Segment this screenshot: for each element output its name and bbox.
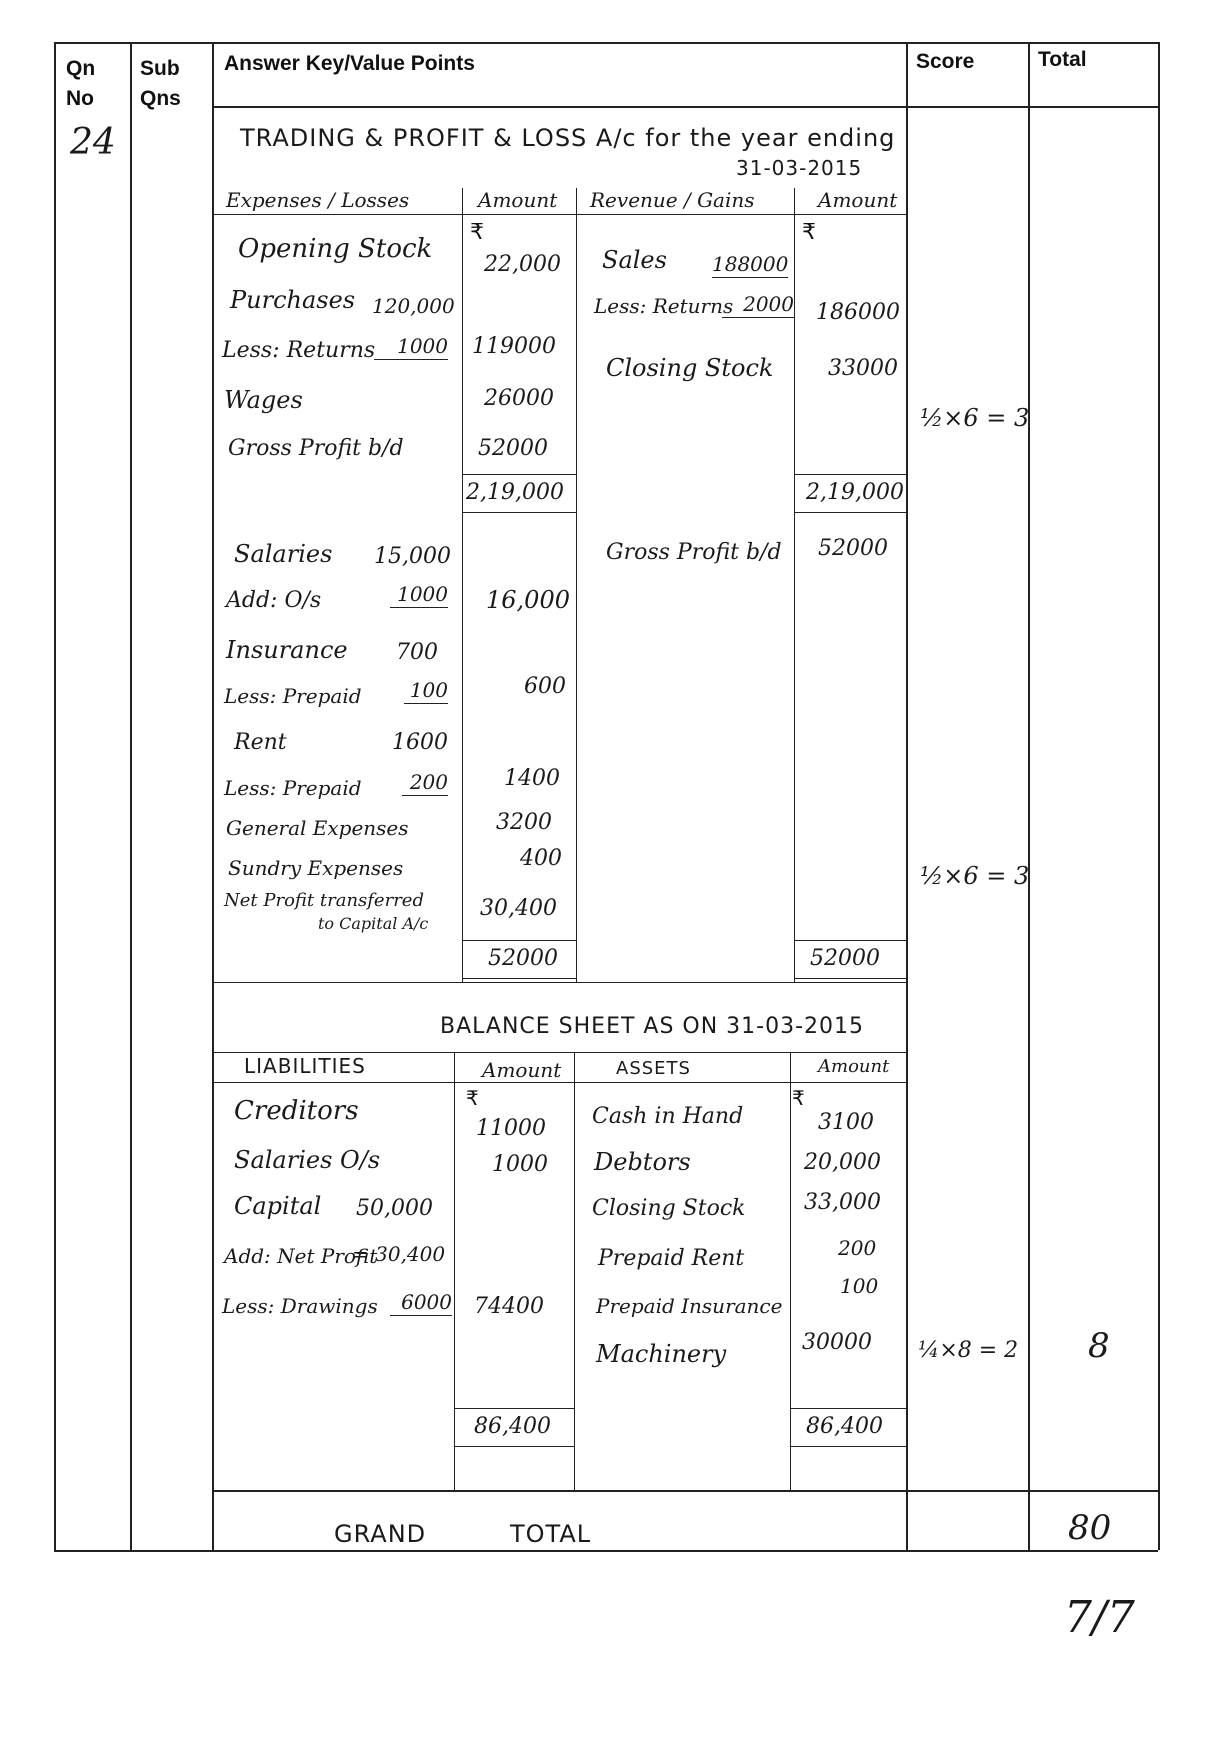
balance-sheet-title: BALANCE SHEET AS ON 31-03-2015 [440,1014,865,1039]
rent-value: 1600 [392,730,448,755]
add-outstanding-label: Add: O/s [226,588,322,613]
sales-label: Sales [602,246,667,274]
gross-profit-amount: 52000 [478,436,548,461]
less-returns-value: 1000 [374,334,448,360]
insurance-net-amount: 600 [524,674,566,699]
pl-total-right: 52000 [810,946,880,971]
trading-date: 31-03-2015 [736,156,863,180]
sales-returns-value: 2000 [722,292,794,318]
gross-profit-bd-amount: 52000 [818,536,888,561]
closing-stock-amount: 33000 [828,356,898,381]
insurance-label: Insurance [226,636,348,664]
pl-total-left: 52000 [488,946,558,971]
qn-no-header: Qn No [66,57,96,110]
col-expenses-losses: Expenses / Losses [226,188,410,212]
debtors-amount: 20,000 [804,1150,881,1175]
sundry-expenses-amount: 400 [520,846,562,871]
bs-rupee-left: ₹ [466,1086,479,1110]
net-profit-label: Net Profit transferred [224,890,424,911]
opening-stock-amount: 22,000 [484,252,561,277]
add-outstanding-value: 1000 [390,582,448,608]
salaries-net-amount: 16,000 [486,586,570,614]
grand-total-value: 80 [1068,1508,1112,1548]
insurance-value: 700 [396,640,438,665]
col-amount-right: Amount [818,188,898,212]
general-expenses-amount: 3200 [496,810,552,835]
score-balance-sheet: ¼×8 = 2 [918,1338,1019,1363]
wages-label: Wages [224,386,303,414]
sub-qns-header: Sub Qns [140,57,181,110]
bs-total-left: 86,400 [474,1414,551,1439]
total-label: TOTAL [510,1520,592,1548]
bs-closing-stock-label: Closing Stock [592,1196,746,1221]
capital-label: Capital [234,1192,322,1220]
purchases-value: 120,000 [372,294,455,318]
grand-label: GRAND [334,1520,427,1548]
rupee-symbol-left: ₹ [470,220,484,245]
salaries-label: Salaries [234,540,333,568]
rent-label: Rent [234,730,287,755]
trading-title: TRADING & PROFIT & LOSS A/c for the year ending [240,124,896,152]
opening-stock-label: Opening Stock [238,234,433,264]
question-total: 8 [1088,1326,1110,1366]
sales-net-amount: 186000 [816,300,900,325]
insurance-less-prepaid-value: 100 [404,678,448,704]
prepaid-insurance-amount: 100 [840,1274,879,1298]
cash-label: Cash in Hand [592,1104,744,1129]
page-number: 7/7 [1064,1592,1135,1643]
sundry-expenses-label: Sundry Expenses [228,856,404,880]
bs-col-amount-right: Amount [818,1056,890,1077]
salaries-os-amount: 1000 [492,1152,548,1177]
sales-returns-label: Less: Returns [594,294,734,318]
net-profit-amount: 30,400 [480,896,557,921]
purchases-net-amount: 119000 [472,334,556,359]
trading-total-right: 2,19,000 [806,480,904,505]
prepaid-rent-amount: 200 [838,1236,877,1260]
prepaid-rent-label: Prepaid Rent [598,1246,745,1271]
col-amount-left: Amount [478,188,558,212]
rent-net-amount: 1400 [504,766,560,791]
question-number: 24 [70,122,116,163]
machinery-amount: 30000 [802,1330,872,1355]
general-expenses-label: General Expenses [226,816,409,840]
capital-value: 50,000 [356,1196,433,1221]
score-header: Score [916,50,975,73]
insurance-less-prepaid-label: Less: Prepaid [224,684,362,708]
col-liabilities: LIABILITIES [244,1054,366,1078]
score-pl: ½×6 = 3 [920,862,1030,890]
bs-closing-stock-amount: 33,000 [804,1190,881,1215]
total-header: Total [1038,48,1087,71]
debtors-label: Debtors [594,1148,691,1176]
col-assets: ASSETS [616,1058,691,1079]
salaries-value: 15,000 [374,544,451,569]
gross-profit-cd-label: Gross Profit b/d [228,436,404,461]
add-net-profit-value: = 30,400 [352,1242,446,1266]
bs-rupee-right: ₹ [792,1086,805,1110]
less-drawings-label: Less: Drawings [222,1294,378,1318]
score-trading: ½×6 = 3 [920,404,1030,432]
creditors-amount: 11000 [476,1116,546,1141]
rent-less-prepaid-value: 200 [402,770,448,796]
purchases-label: Purchases [230,286,356,314]
closing-stock-label: Closing Stock [606,354,774,382]
trading-total-left: 2,19,000 [466,480,564,505]
machinery-label: Machinery [596,1340,727,1368]
salaries-os-label: Salaries O/s [234,1146,381,1174]
bs-total-right: 86,400 [806,1414,883,1439]
answer-key-header: Answer Key/Value Points [224,52,475,75]
rent-less-prepaid-label: Less: Prepaid [224,776,362,800]
creditors-label: Creditors [234,1096,359,1126]
less-returns-label: Less: Returns [222,338,376,363]
prepaid-insurance-label: Prepaid Insurance [596,1294,783,1318]
bs-col-amount-left: Amount [482,1058,562,1082]
wages-amount: 26000 [484,386,554,411]
add-net-profit-label: Add: Net Profit [224,1244,378,1268]
rupee-symbol-right: ₹ [802,220,816,245]
sales-value: 188000 [712,252,789,276]
col-revenue-gains: Revenue / Gains [590,188,755,212]
less-drawings-value: 6000 [390,1290,452,1316]
gross-profit-bd-label: Gross Profit b/d [606,540,782,565]
cash-amount: 3100 [818,1110,874,1135]
capital-net-amount: 74400 [474,1294,544,1319]
net-profit-sub-label: to Capital A/c [318,914,429,933]
